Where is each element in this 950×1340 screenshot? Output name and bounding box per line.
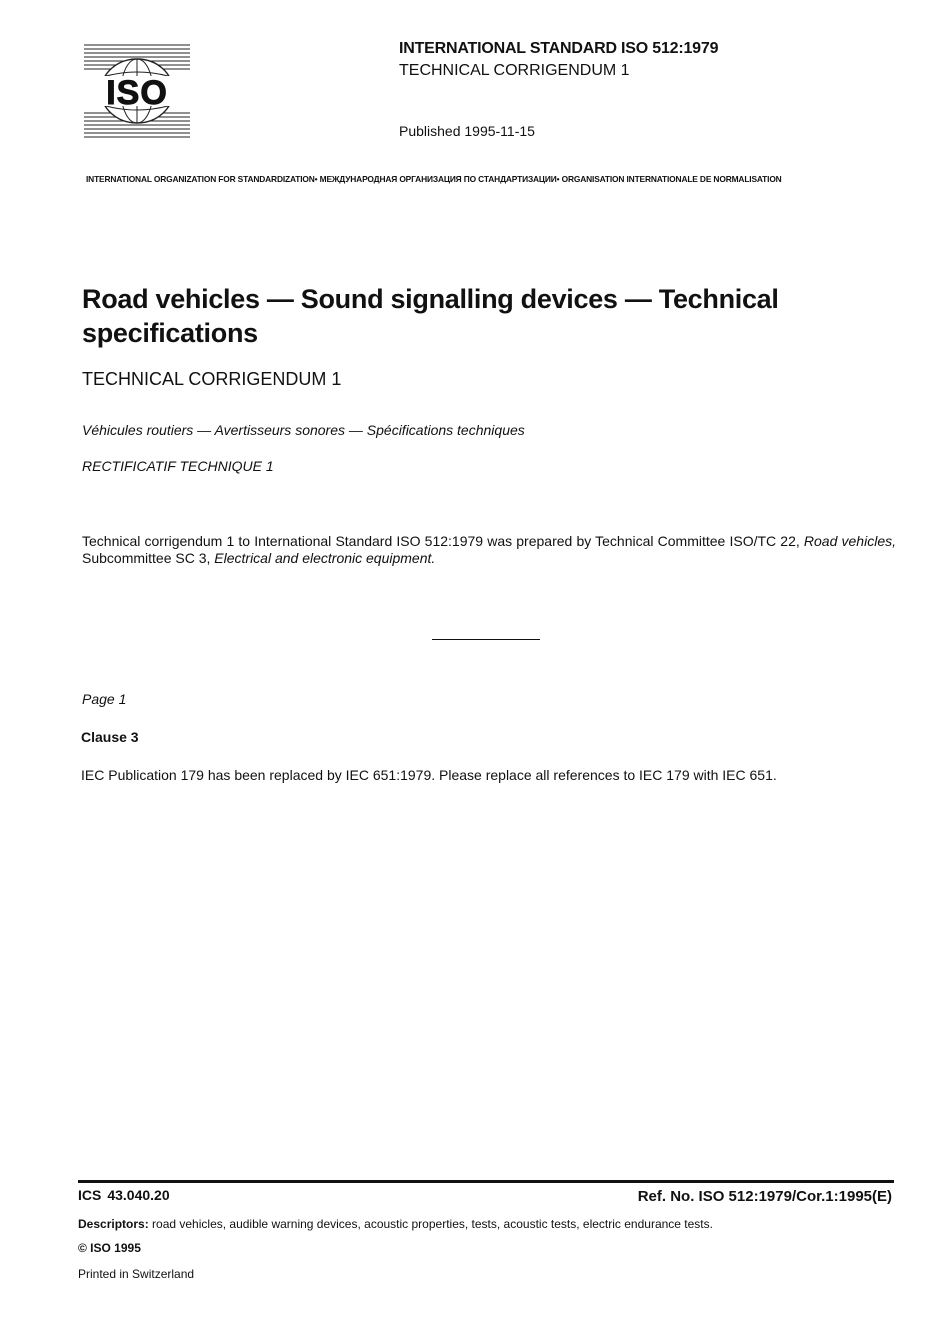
clause-heading: Clause 3 [81, 729, 139, 745]
footer-rule [78, 1180, 894, 1183]
descriptors-list: road vehicles, audible warning devices, acoustic properties, tests, acoustic tests, electric endurance tests. [152, 1217, 713, 1231]
printed-in: Printed in Switzerland [78, 1267, 195, 1281]
intro-text-2: Subcommittee SC 3, [82, 550, 215, 566]
document-subtitle: TECHNICAL CORRIGENDUM 1 [82, 369, 342, 389]
copyright: © ISO 1995 [78, 1241, 141, 1255]
page-reference: Page 1 [82, 691, 127, 707]
intro-paragraph [82, 533, 896, 567]
french-subtitle: RECTIFICATIF TECHNIQUE 1 [82, 458, 274, 474]
french-title: Véhicules routiers — Avertisseurs sonores — Spécifications techniques [82, 422, 525, 438]
ics-code [78, 1187, 170, 1203]
standard-number: INTERNATIONAL STANDARD ISO 512:1979 [399, 40, 719, 57]
ics-value: 43.040.20 [107, 1187, 170, 1203]
descriptors [78, 1217, 713, 1231]
iso-logo [84, 42, 190, 140]
document-title: Road vehicles — Sound signalling devices — Technical specifications [82, 284, 779, 348]
committee-name: Road vehicles, [803, 533, 896, 549]
reference-number: Ref. No. ISO 512:1979/Cor.1:1995(E) [637, 1188, 892, 1205]
descriptors-label: Descriptors: [78, 1217, 149, 1231]
clause-text: IEC Publication 179 has been replaced by IEC 651:1979. Please replace all references to IEC 179 with IEC 651. [81, 767, 777, 783]
intro-text-1: Technical corrigendum 1 to International Standard ISO 512:1979 was prepared by Technical Committee ISO/TC 22, [82, 533, 804, 549]
corrigendum-label: TECHNICAL CORRIGENDUM 1 [399, 62, 630, 79]
ics-label: ICS [78, 1187, 102, 1203]
logo-text: ISO [106, 74, 168, 112]
subcommittee-name: Electrical and electronic equipment. [214, 550, 436, 566]
section-divider [432, 639, 540, 640]
organization-banner: INTERNATIONAL ORGANIZATION FOR STANDARDIZATION• МЕЖДУНАРОДНАЯ ОРГАНИЗАЦИЯ ПО СТАНДАРТИЗАЦИИ• ORGANISATION INTERNATIONALE DE NORMALISATION [86, 174, 782, 184]
publication-date: Published 1995-11-15 [399, 123, 535, 139]
